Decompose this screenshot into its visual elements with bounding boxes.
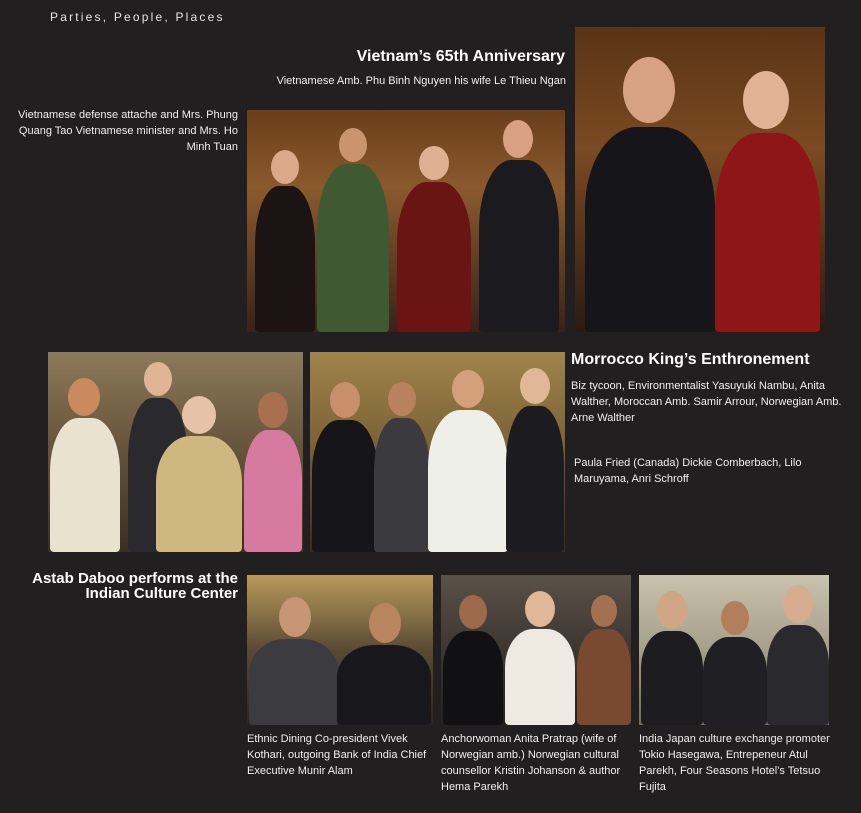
india-anchor-photo — [441, 575, 631, 725]
section-header: Parties, People, Places — [50, 10, 225, 24]
morocco-paula-caption: Paula Fried (Canada) Dickie Comberbach, Lilo Maruyama, Anri Schroff — [574, 457, 802, 485]
vietnam-title: Vietnam’s 65th Anniversary — [356, 48, 565, 65]
morocco-group-photo — [310, 352, 565, 552]
india-culture-caption: India Japan culture exchange promoter Tokio Hasegawa, Entrepeneur Atul Parekh, Four Seasons Hotel’s Tetsuo Fujita — [639, 733, 830, 793]
vietnam-group-photo — [247, 110, 565, 332]
india-ethnic-photo — [247, 575, 433, 725]
vietnam-defense-caption: Vietnamese defense attache and Mrs. Phung Quang Tao Vietnamese minister and Mrs. Ho Minh Tuan — [18, 109, 238, 153]
morocco-ladies-photo — [48, 352, 303, 552]
india-ethnic-caption: Ethnic Dining Co-president Vivek Kothari, outgoing Bank of India Chief Executive Munir Alam — [247, 733, 427, 777]
ambassador-couple-photo — [575, 27, 825, 332]
vietnam-ambassador-caption: Vietnamese Amb. Phu Binh Nguyen his wife Le Thieu Ngan — [276, 75, 566, 87]
india-title: Astab Daboo performs at the Indian Culture Center — [32, 570, 238, 602]
india-culture-photo — [639, 575, 829, 725]
india-anchor-caption: Anchorwoman Anita Pratrap (wife of Norwegian amb.) Norwegian cultural counsellor Kristin Johanson & author Hema Parekh — [441, 733, 621, 793]
morocco-title: Morrocco King’s Enthronement — [571, 351, 810, 368]
morocco-biz-caption: Biz tycoon, Environmentalist Yasuyuki Nambu, Anita Walther, Moroccan Amb. Samir Arrour, Norwegian Amb. Arne Walther — [571, 380, 842, 424]
